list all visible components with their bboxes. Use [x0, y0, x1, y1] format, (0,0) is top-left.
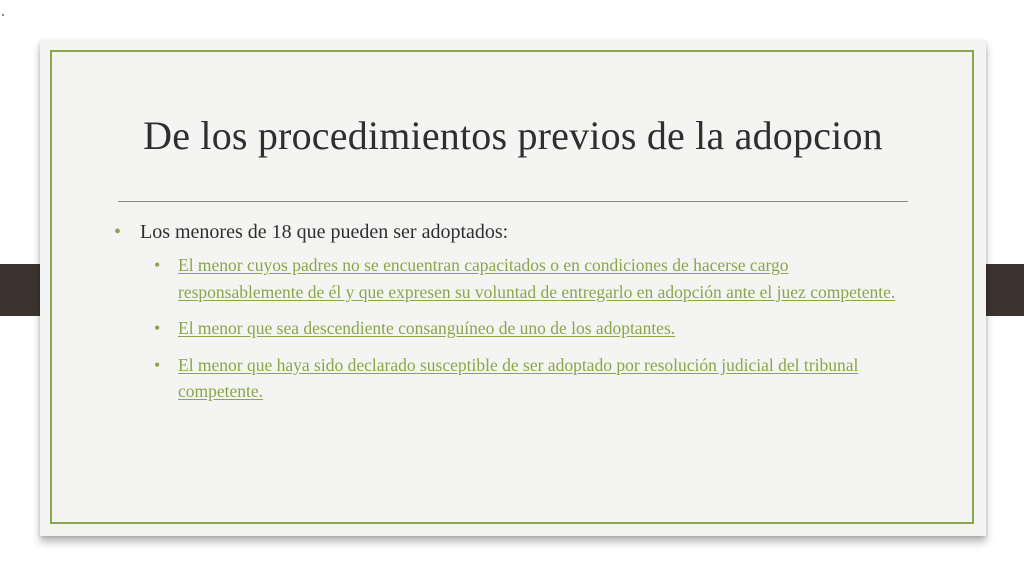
slide-title: De los procedimientos previos de la adopcion	[143, 113, 883, 158]
bullet-level1	[114, 218, 914, 246]
bullet-level2-item	[154, 352, 914, 405]
title-divider	[118, 201, 908, 202]
bullet-icon: •	[114, 221, 122, 243]
corner-dot	[2, 14, 4, 16]
slide-content	[114, 218, 914, 415]
bullet-icon: •	[154, 255, 161, 275]
bullet-icon: •	[154, 354, 161, 375]
link-item-judicial-declaration[interactable]: El menor que haya sido declarado susceptible de ser adoptado por resolución judicial del tribunal competente.	[178, 354, 859, 401]
slide-card	[40, 40, 986, 536]
bullet-level2-item	[154, 315, 914, 342]
bullet-level2-item	[154, 252, 914, 305]
bullet-icon: •	[154, 318, 161, 338]
link-item-incapacitated-parents[interactable]: El menor cuyos padres no se encuentran capacitados o en condiciones de hacerse cargo responsablemente de él y que expresen su voluntad de entregarlo en adopción ante el juez competente.	[178, 255, 896, 302]
bullet-level1-text: Los menores de 18 que pueden ser adoptados:	[140, 221, 509, 243]
link-item-descendant[interactable]: El menor que sea descendiente consanguíneo de uno de los adoptantes.	[178, 318, 676, 338]
